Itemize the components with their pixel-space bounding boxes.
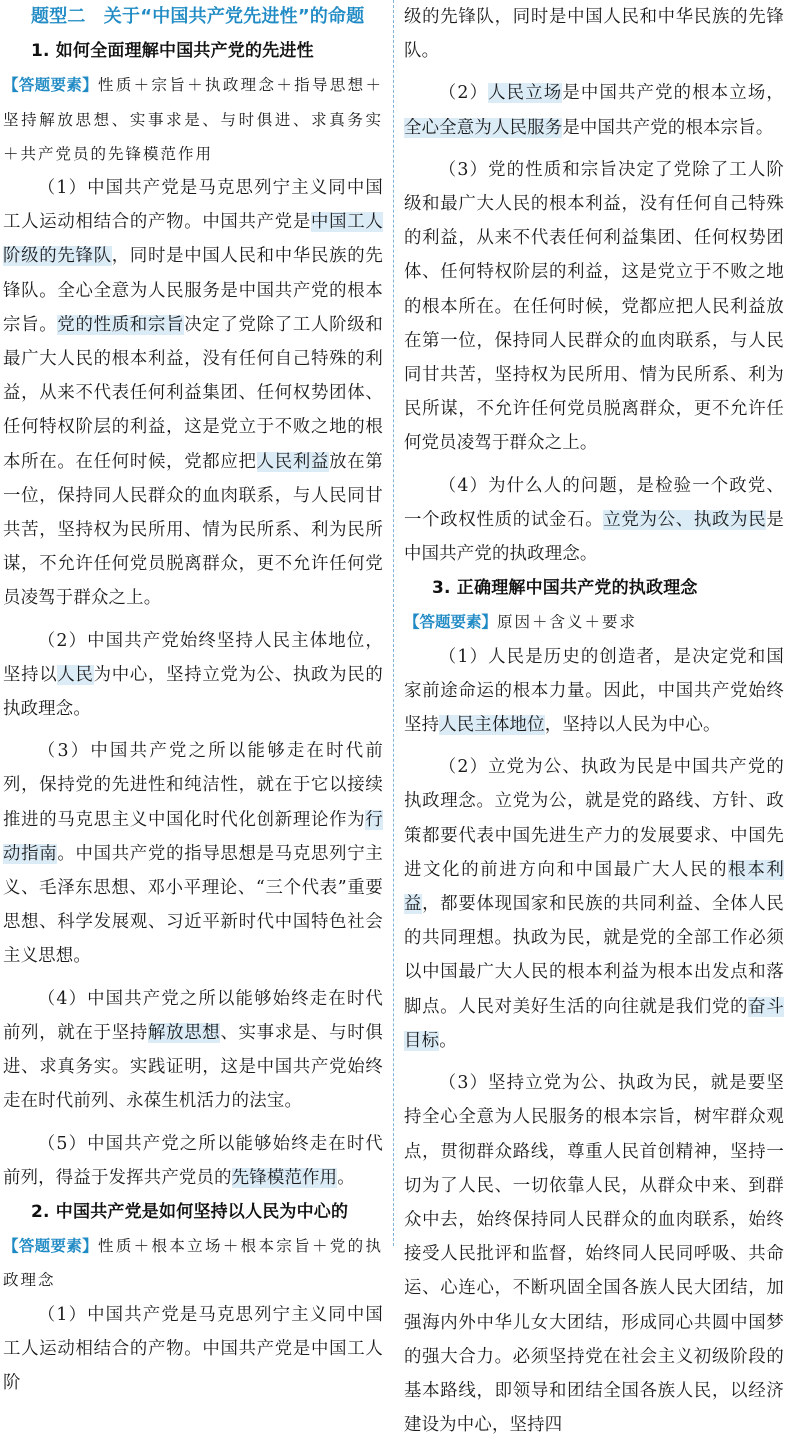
paragraph — [3, 624, 383, 727]
text-run: （4）为什么人的问题，是检验一个政党、一个政权性质的试金石。 — [404, 475, 784, 530]
answer-elements-tag: 【答题要素】 — [404, 613, 498, 632]
paragraph — [3, 982, 383, 1119]
paragraph — [404, 750, 784, 1058]
answer-elements-text: 性质＋根本立场＋根本宗旨＋党的执政理念 — [3, 1237, 383, 1290]
paragraph: （3）坚持立党为公、执政为民，就是要坚持全心全意为人民服务的根本宗旨，树牢群众观点，贯彻群众路线，尊重人民首创精神，坚持一切为了人民、一切依靠人民，从群众中来、到群众中去，始终保持同人民群众的血肉联系，始终接受人民批评和监督，始终同人民同呼吸、共命运、心连心，不断巩固全国各族人民大团结，加强海内外中华儿女大团结，形成同心共圆中国梦的强大合力。必须坚持党在社会主义初级阶段的基本路线，即领导和团结全国各族人民，以经济建设为中心，坚持四 — [404, 1073, 784, 1436]
text-run: （2）中国共产党始终坚持人民主体地位，坚持以 — [3, 630, 383, 685]
text-run: ，坚持以人民为中心。 — [544, 715, 721, 736]
paragraph — [3, 1127, 383, 1195]
left-column — [3, 0, 383, 1393]
paragraph — [404, 640, 784, 743]
highlight: 解放思想 — [147, 1022, 221, 1043]
text-run: 、实事求是、与时俱进、求真务实。实践证明，这是中国共产党始终走在时代前列、永葆生机活力的法宝。 — [3, 1022, 383, 1112]
paragraph: （3）党的性质和宗旨决定了党除了工人阶级和最广大人民的根本利益，没有任何自己特殊的利益，从来不代表任何利益集团、任何权势团体、任何特权阶层的利益，这是党立于不败之地的根本所在。在任何时候，党都应把人民利益放在第一位，保持同人民群众的血肉联系，与人民同甘共苦，坚持权为民所用、情为民所系、利为民所谋，不允许任何党员脱离群众，更不允许任何党员凌驾于群众之上。 — [404, 159, 784, 454]
answer-elements-1 — [3, 68, 383, 171]
paragraph: （1）中国共产党是马克思列宁主义同中国工人运动相结合的产物。中国共产党是中国工人阶 — [3, 1304, 383, 1393]
question-2-title: 2. 中国共产党是如何坚持以人民为中心的 — [31, 1201, 349, 1222]
text-run: （1）中国共产党是马克思列宁主义同中国工人运动相结合的产物。中国共产党是 — [3, 178, 383, 233]
text-run: （1）人民是历史的创造者，是决定党和国家前途命运的根本力量。因此，中国共产党始终坚持 — [404, 646, 784, 736]
answer-elements-tag: 【答题要素】 — [3, 76, 98, 95]
paragraph — [3, 734, 383, 973]
highlight: 人民主体地位 — [439, 715, 545, 736]
text-run: （3）中国共产党之所以能够走在时代前列，保持党的先进性和纯洁性，就在于它以接续推进的马克思主义中国化时代化创新理论作为 — [3, 741, 383, 830]
highlight: 人民立场 — [488, 83, 563, 104]
text-run: 。 — [337, 1167, 355, 1188]
text-run: 放在第一位，保持同人民群众的血肉联系，与人民同甘共苦，坚持权为民所用、情为民所系、利为民所谋，不允许任何党员脱离群众，更不允许任何党员凌驾于群众之上。 — [3, 451, 383, 609]
highlight: 中国工人阶级的先锋队 — [3, 212, 383, 267]
highlight: 根本利益 — [404, 859, 784, 915]
highlight: 立党为公、执政为民 — [603, 509, 767, 530]
answer-elements-3 — [404, 605, 784, 639]
text-run: 为中心，坚持立党为公、执政为民的执政理念。 — [3, 664, 383, 720]
text-run: （2） — [438, 83, 489, 104]
answer-elements-text: 原因＋含义＋要求 — [497, 613, 638, 632]
paragraph — [404, 76, 784, 144]
paragraph — [3, 171, 383, 616]
text-run: ，同时是中国人民和中华民族的先锋队。全心全意为人民服务是中国共产党的根本宗旨。 — [3, 246, 383, 335]
paragraph — [404, 469, 784, 572]
answer-elements-2 — [3, 1229, 383, 1297]
text-run: （5）中国共产党之所以能够始终走在时代前列，得益于发挥共产党员的 — [3, 1133, 383, 1188]
text-run: 是中国共产党的根本立场， — [562, 83, 784, 104]
column-divider — [393, 0, 394, 1246]
answer-elements-text: 性质＋宗旨＋执政理念＋指导思想＋坚持解放思想、实事求是、与时俱进、求真务实＋共产党员的先锋模范作用 — [3, 76, 383, 163]
highlight: 行动指南 — [3, 809, 383, 864]
text-run: 是中国共产党的根本宗旨。 — [562, 117, 774, 138]
text-run: ，都要体现国家和民族的共同利益、全体人民的共同理想。执政为民，就是党的全部工作必须以中国最广大人民的根本利益为根本出发点和落脚点。人民对美好生活的向往就是我们党的 — [404, 894, 784, 1017]
text-run: （4）中国共产党之所以能够始终走在时代前列，就在于坚持 — [3, 988, 383, 1043]
section-heading: 题型二 关于“中国共产党先进性”的命题 — [31, 6, 365, 27]
text-run: 。中国共产党的指导思想是马克思列宁主义、毛泽东思想、邓小平理论、“三个代表”重要思想、科学发展观、习近平新时代中国特色社会主义思想。 — [3, 843, 383, 967]
text-run: 。 — [439, 1030, 457, 1051]
right-column — [404, 0, 784, 1436]
highlight: 奋斗目标 — [404, 996, 784, 1051]
text-run: 是中国共产党的执政理念。 — [404, 509, 784, 565]
highlight: 党的性质和宗旨 — [57, 314, 185, 335]
question-1-title: 1. 如何全面理解中国共产党的先进性 — [31, 41, 314, 62]
highlight: 人民利益 — [256, 451, 330, 472]
answer-elements-tag: 【答题要素】 — [3, 1237, 98, 1256]
text-run: （2）立党为公、执政为民是中国共产党的执政理念。立党为公，就是党的路线、方针、政策都要代表中国先进生产力的发展要求、中国先进文化的前进方向和中国最广大人民的 — [404, 757, 784, 880]
text-run: 决定了党除了工人阶级和最广大人民的根本利益，没有任何自己特殊的利益，从来不代表任何利益集团、任何权势团体、任何特权阶层的利益，这是党立于不败之地的根本所在。在任何时候，党都应把 — [3, 314, 383, 472]
highlight: 人民 — [57, 664, 94, 685]
highlight: 全心全意为人民服务 — [404, 117, 563, 138]
question-3-title: 3. 正确理解中国共产党的执政理念 — [432, 578, 698, 599]
paragraph-continued: 级的先锋队，同时是中国人民和中华民族的先锋队。 — [404, 7, 784, 62]
highlight: 先锋模范作用 — [231, 1167, 338, 1188]
